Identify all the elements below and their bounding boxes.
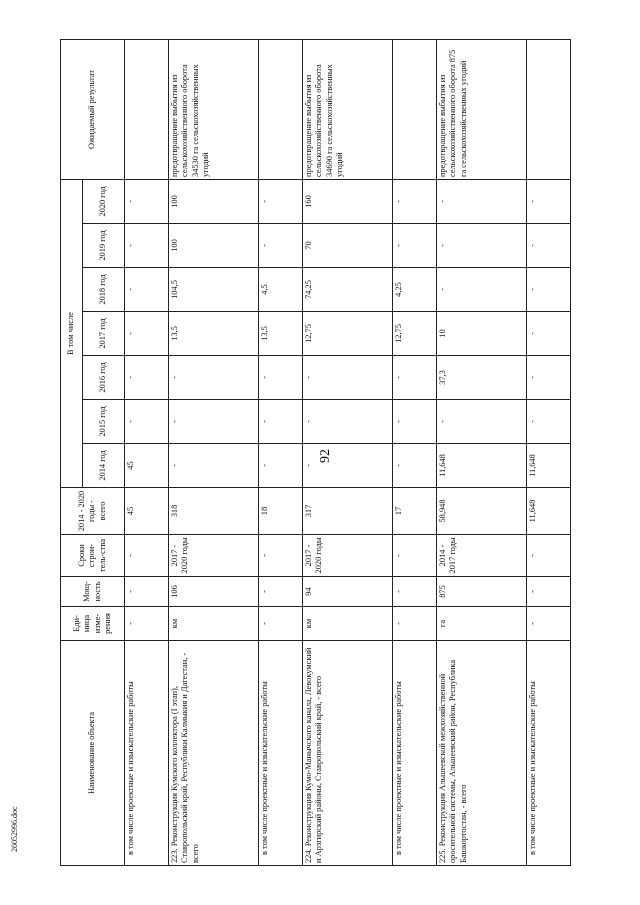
row-result: предотвращение выбытия из сельскохозяйственного оборота 875 га сельскохозяйственных угодий bbox=[437, 39, 527, 179]
table-body bbox=[125, 39, 571, 865]
row-2019: 100 bbox=[169, 224, 259, 268]
row-2015: - bbox=[303, 400, 393, 444]
row-2018: 104,5 bbox=[169, 268, 259, 312]
row-name: в том числе проектные и изыскательские работы bbox=[527, 641, 571, 866]
header-capacity: Мощ-ность bbox=[61, 577, 125, 607]
row-2016: - bbox=[393, 356, 437, 400]
row-2015: - bbox=[259, 400, 303, 444]
row-name: 225. Реконструкция Альшеевской межхозяйственной оросительной системы, Альшеевский район, Республика Башкортостан, - всего bbox=[437, 641, 527, 866]
row-2017: - bbox=[125, 312, 169, 356]
header-year-2019: 2019 год bbox=[83, 224, 125, 268]
row-2017: - bbox=[527, 312, 571, 356]
row-unit: га bbox=[437, 607, 527, 641]
row-total: 17 bbox=[393, 488, 437, 535]
row-2018: 4,25 bbox=[393, 268, 437, 312]
row-2020: 160 bbox=[303, 179, 393, 223]
row-2017: 10 bbox=[437, 312, 527, 356]
row-terms: 2017 - 2020 годы bbox=[303, 535, 393, 577]
row-result bbox=[259, 39, 303, 179]
row-2015: - bbox=[393, 400, 437, 444]
row-total: 18 bbox=[259, 488, 303, 535]
row-name: 223. Реконструкция Кумского коллектора (I этап), Ставропольский край, Республики Калмыкия и Дагестан, - всего bbox=[169, 641, 259, 866]
row-2015: - bbox=[125, 400, 169, 444]
row-unit: - bbox=[393, 607, 437, 641]
row-name: в том числе проектные и изыскательские работы bbox=[393, 641, 437, 866]
row-2020: 100 bbox=[169, 179, 259, 223]
header-unit: Еди-ница изме-рения bbox=[61, 607, 125, 641]
table-row bbox=[527, 39, 571, 865]
row-2014: - bbox=[303, 444, 393, 488]
row-capacity: - bbox=[527, 577, 571, 607]
row-unit: км bbox=[303, 607, 393, 641]
header-result: Ожидаемый результат bbox=[61, 39, 125, 179]
row-2020: - bbox=[437, 179, 527, 223]
row-2016: - bbox=[125, 356, 169, 400]
row-total: 317 bbox=[303, 488, 393, 535]
table-row bbox=[393, 39, 437, 865]
row-2015: - bbox=[527, 400, 571, 444]
row-2016: - bbox=[527, 356, 571, 400]
row-2020: - bbox=[527, 179, 571, 223]
row-total: 318 bbox=[169, 488, 259, 535]
rotated-table-container bbox=[60, 40, 537, 866]
row-2014: - bbox=[169, 444, 259, 488]
header-year-2016: 2016 год bbox=[83, 356, 125, 400]
row-2016: - bbox=[259, 356, 303, 400]
table-row bbox=[169, 39, 259, 865]
row-result bbox=[125, 39, 169, 179]
row-terms: - bbox=[125, 535, 169, 577]
row-2017: 13,5 bbox=[169, 312, 259, 356]
row-2014: 11,648 bbox=[527, 444, 571, 488]
row-unit: - bbox=[259, 607, 303, 641]
row-terms: - bbox=[527, 535, 571, 577]
row-unit: км bbox=[169, 607, 259, 641]
row-2015: - bbox=[169, 400, 259, 444]
row-2016: 37,3 bbox=[437, 356, 527, 400]
row-total: 45 bbox=[125, 488, 169, 535]
row-2018: - bbox=[125, 268, 169, 312]
row-2019: - bbox=[125, 224, 169, 268]
row-2015: - bbox=[437, 400, 527, 444]
row-2018: 4,5 bbox=[259, 268, 303, 312]
row-2019: - bbox=[527, 224, 571, 268]
row-2017: 12,75 bbox=[393, 312, 437, 356]
document-reference: 26052996.doc bbox=[10, 806, 19, 852]
table-row bbox=[259, 39, 303, 865]
header-terms: Сроки строи-тель-ства bbox=[61, 535, 125, 577]
row-2020: - bbox=[125, 179, 169, 223]
row-capacity: 94 bbox=[303, 577, 393, 607]
row-terms: 2017 - 2020 годы bbox=[169, 535, 259, 577]
row-name: в том числе проектные и изыскательские работы bbox=[125, 641, 169, 866]
row-capacity: 875 bbox=[437, 577, 527, 607]
row-2014: 11,648 bbox=[437, 444, 527, 488]
header-year-2017: 2017 год bbox=[83, 312, 125, 356]
table-row bbox=[303, 39, 393, 865]
row-2016: - bbox=[169, 356, 259, 400]
row-2019: - bbox=[259, 224, 303, 268]
row-total: 58,948 bbox=[437, 488, 527, 535]
row-result bbox=[527, 39, 571, 179]
row-result: предотвращение выбытия из сельскохозяйственного оборота 34690 га сельскохозяйственных угодий bbox=[303, 39, 393, 179]
row-2019: - bbox=[437, 224, 527, 268]
row-2020: - bbox=[259, 179, 303, 223]
row-terms: - bbox=[393, 535, 437, 577]
row-2017: 12,75 bbox=[303, 312, 393, 356]
header-name: Наименование объекта bbox=[61, 641, 125, 866]
row-unit: - bbox=[527, 607, 571, 641]
header-year-2018: 2018 год bbox=[83, 268, 125, 312]
row-terms: 2014 - 2017 годы bbox=[437, 535, 527, 577]
row-capacity: - bbox=[259, 577, 303, 607]
header-year-2020: 2020 год bbox=[83, 179, 125, 223]
row-result: предотвращение выбытия из сельскохозяйственного оборота 34530 га сельскохозяйственных угодий bbox=[169, 39, 259, 179]
row-capacity: - bbox=[125, 577, 169, 607]
row-2019: - bbox=[393, 224, 437, 268]
row-terms: - bbox=[259, 535, 303, 577]
row-2017: 13,5 bbox=[259, 312, 303, 356]
header-year-2014: 2014 год bbox=[83, 444, 125, 488]
projects-table bbox=[60, 39, 571, 866]
row-name: 224. Реконструкция Кумо-Манычского канала, Левокумский и Арзгирский районы, Ставропольский край, - всего bbox=[303, 641, 393, 866]
header-year-2015: 2015 год bbox=[83, 400, 125, 444]
row-capacity: - bbox=[393, 577, 437, 607]
header-total: 2014 - 2020 годы - всего bbox=[61, 488, 125, 535]
row-2014: - bbox=[393, 444, 437, 488]
row-unit: - bbox=[125, 607, 169, 641]
table-row bbox=[125, 39, 169, 865]
row-result bbox=[393, 39, 437, 179]
row-2020: - bbox=[393, 179, 437, 223]
row-2014: 45 bbox=[125, 444, 169, 488]
table-row bbox=[437, 39, 527, 865]
row-2018: 74,25 bbox=[303, 268, 393, 312]
row-2018: - bbox=[437, 268, 527, 312]
row-capacity: 106 bbox=[169, 577, 259, 607]
header-including: В том числе bbox=[61, 179, 83, 487]
row-name: в том числе проектные и изыскательские работы bbox=[259, 641, 303, 866]
page-number: 92 bbox=[318, 449, 333, 463]
row-2014: - bbox=[259, 444, 303, 488]
row-2019: 70 bbox=[303, 224, 393, 268]
row-2016: - bbox=[303, 356, 393, 400]
row-2018: - bbox=[527, 268, 571, 312]
row-total: 11,648 bbox=[527, 488, 571, 535]
